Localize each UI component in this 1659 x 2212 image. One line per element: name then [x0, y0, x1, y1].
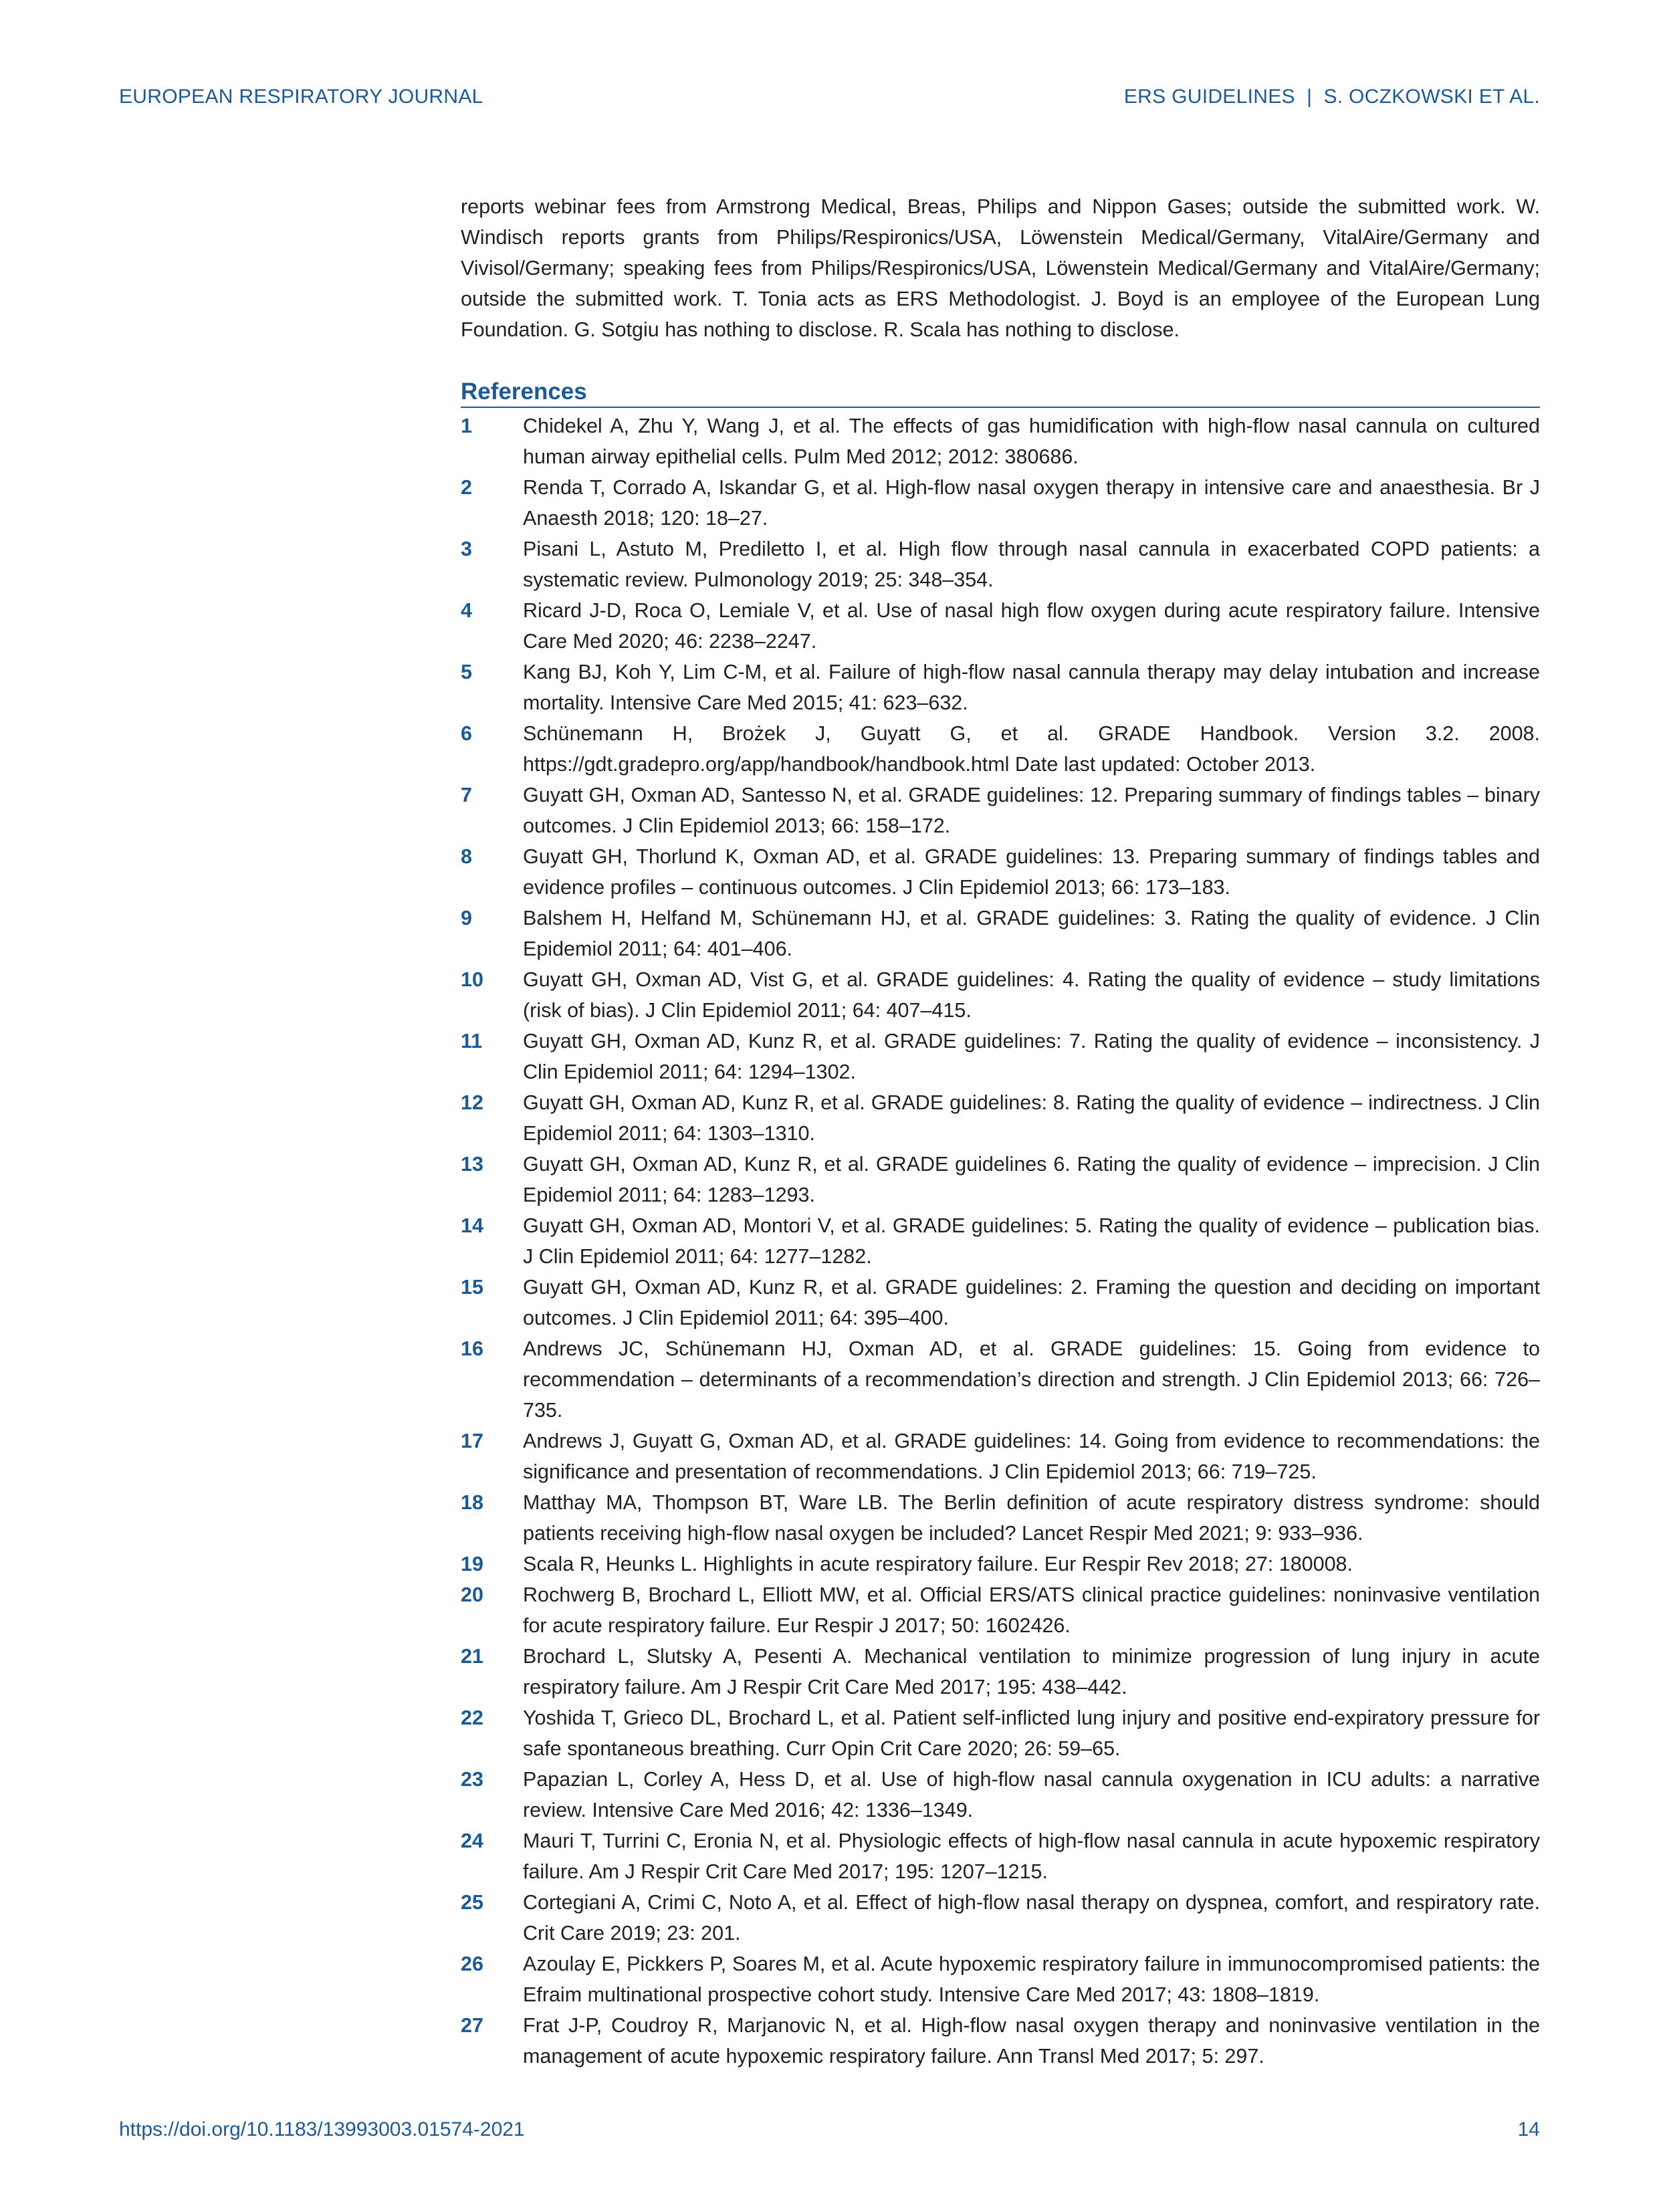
doi-link[interactable]: https://doi.org/10.1183/13993003.01574-2021 [119, 2118, 525, 2140]
reference-text: Guyatt GH, Oxman AD, Montori V, et al. GRADE guidelines: 5. Rating the quality of evidence – publication bias. J Clin Epidemiol 2011; 64: 1277–1282. [523, 1214, 1540, 1268]
reference-item [461, 1426, 1540, 1487]
reference-number: 9 [461, 907, 472, 929]
reference-item [461, 964, 1540, 1026]
reference-item [461, 841, 1540, 903]
reference-number: 14 [461, 1214, 483, 1237]
reference-number: 7 [461, 784, 472, 806]
reference-item [461, 1641, 1540, 1702]
journal-name: EUROPEAN RESPIRATORY JOURNAL [119, 86, 483, 108]
reference-text: Cortegiani A, Crimi C, Noto A, et al. Effect of high-flow nasal therapy on dyspnea, comfort, and respiratory rate. Crit Care 2019; 23: 201. [523, 1891, 1540, 1945]
reference-item [461, 1087, 1540, 1149]
reference-text: Guyatt GH, Oxman AD, Kunz R, et al. GRADE guidelines 6. Rating the quality of evidence – imprecision. J Clin Epidemiol 2011; 64: 1283–1293. [523, 1153, 1540, 1206]
reference-text: Guyatt GH, Thorlund K, Oxman AD, et al. GRADE guidelines: 13. Preparing summary of findings tables and evidence profiles – continuous outcomes. J Clin Epidemiol 2013; 66: 173–183. [523, 845, 1540, 899]
reference-text: Frat J-P, Coudroy R, Marjanovic N, et al. High-flow nasal oxygen therapy and noninvasive ventilation in the management of acute hypoxemic respiratory failure. Ann Transl Med 2017; 5: 297. [523, 2014, 1540, 2068]
reference-item [461, 1949, 1540, 2010]
reference-item [461, 1333, 1540, 1426]
reference-text: Schünemann H, Brożek J, Guyatt G, et al. GRADE Handbook. Version 3.2. 2008. https://gdt.gradepro.org/app/handbook/handbook.html Date last updated: October 2013. [523, 722, 1540, 776]
reference-number: 2 [461, 476, 472, 499]
references-heading: References [461, 378, 1540, 408]
reference-text: Andrews J, Guyatt G, Oxman AD, et al. GRADE guidelines: 14. Going from evidence to recommendations: the significance and presentation of recommendations. J Clin Epidemiol 2013; 66: 719–725. [523, 1430, 1540, 1483]
reference-item [461, 657, 1540, 718]
reference-text: Guyatt GH, Oxman AD, Kunz R, et al. GRADE guidelines: 8. Rating the quality of evidence – indirectness. J Clin Epidemiol 2011; 64: 1303–1310. [523, 1091, 1540, 1145]
reference-number: 22 [461, 1706, 483, 1729]
reference-number: 20 [461, 1583, 483, 1606]
reference-number: 11 [461, 1030, 483, 1053]
reference-item [461, 1579, 1540, 1641]
reference-text: Guyatt GH, Oxman AD, Kunz R, et al. GRADE guidelines: 7. Rating the quality of evidence – inconsistency. J Clin Epidemiol 2011; 64: 1294–1302. [523, 1030, 1540, 1083]
reference-number: 15 [461, 1276, 483, 1299]
reference-item [461, 2010, 1540, 2072]
reference-text: Renda T, Corrado A, Iskandar G, et al. High-flow nasal oxygen therapy in intensive care and anaesthesia. Br J Anaesth 2018; 120: 18–27. [523, 476, 1540, 530]
reference-text: Chidekel A, Zhu Y, Wang J, et al. The effects of gas humidification with high-flow nasal cannula on cultured human airway epithelial cells. Pulm Med 2012; 2012: 380686. [523, 415, 1540, 468]
reference-number: 26 [461, 1953, 483, 1975]
reference-number: 18 [461, 1491, 483, 1514]
reference-text: Pisani L, Astuto M, Prediletto I, et al. High flow through nasal cannula in exacerbated COPD patients: a systematic review. Pulmonology 2019; 25: 348–354. [523, 538, 1540, 591]
reference-number: 4 [461, 599, 472, 622]
reference-item [461, 1764, 1540, 1826]
reference-number: 23 [461, 1768, 483, 1791]
reference-number: 10 [461, 968, 483, 991]
reference-item [461, 595, 1540, 657]
reference-item [461, 1826, 1540, 1887]
reference-number: 5 [461, 661, 472, 683]
reference-number: 16 [461, 1337, 483, 1360]
reference-text: Kang BJ, Koh Y, Lim C-M, et al. Failure of high-flow nasal cannula therapy may delay intubation and increase mortality. Intensive Care Med 2015; 41: 623–632. [523, 661, 1540, 714]
reference-text: Mauri T, Turrini C, Eronia N, et al. Physiologic effects of high-flow nasal cannula in acute hypoxemic respiratory failure. Am J Respir Crit Care Med 2017; 195: 1207–1215. [523, 1830, 1540, 1883]
reference-text: Azoulay E, Pickkers P, Soares M, et al. Acute hypoxemic respiratory failure in immunocompromised patients: the Efraim multinational prospective cohort study. Intensive Care Med 2017; 43: 1808–1819. [523, 1953, 1540, 2006]
reference-item [461, 780, 1540, 841]
reference-text: Papazian L, Corley A, Hess D, et al. Use of high-flow nasal cannula oxygenation in ICU adults: a narrative review. Intensive Care Med 2016; 42: 1336–1349. [523, 1768, 1540, 1821]
reference-text: Andrews JC, Schünemann HJ, Oxman AD, et al. GRADE guidelines: 15. Going from evidence to recommendation – determinants of a recommendation’s direction and strength. J Clin Epidemiol 2013; 66: 726–735. [523, 1337, 1540, 1422]
reference-text: Brochard L, Slutsky A, Pesenti A. Mechanical ventilation to minimize progression of lung injury in acute respiratory failure. Am J Respir Crit Care Med 2017; 195: 438–442. [523, 1645, 1540, 1698]
reference-number: 17 [461, 1430, 483, 1452]
reference-list [461, 411, 1540, 2072]
reference-number: 13 [461, 1153, 483, 1176]
reference-item [461, 1487, 1540, 1549]
reference-item [461, 1149, 1540, 1210]
reference-number: 3 [461, 538, 472, 560]
reference-item [461, 411, 1540, 472]
page-number: 14 [1517, 2118, 1540, 2140]
main-content [461, 191, 1540, 2072]
reference-number: 6 [461, 722, 472, 745]
reference-text: Rochwerg B, Brochard L, Elliott MW, et al. Official ERS/ATS clinical practice guidelines: noninvasive ventilation for acute respiratory failure. Eur Respir J 2017; 50: 1602426. [523, 1583, 1540, 1637]
reference-text: Ricard J-D, Roca O, Lemiale V, et al. Use of nasal high flow oxygen during acute respiratory failure. Intensive Care Med 2020; 46: 2238–2247. [523, 599, 1540, 653]
reference-item [461, 718, 1540, 780]
reference-item [461, 1549, 1540, 1579]
reference-number: 24 [461, 1830, 483, 1852]
reference-item [461, 1026, 1540, 1087]
reference-item [461, 1210, 1540, 1272]
reference-number: 1 [461, 415, 472, 437]
reference-item [461, 903, 1540, 964]
disclosure-paragraph: reports webinar fees from Armstrong Medical, Breas, Philips and Nippon Gases; outside the submitted work. W. Windisch reports grants from Philips/Respironics/USA, Löwenstein Medical/Germany, VitalAire/Germany and Vivisol/Germany; speaking fees from Philips/Respironics/USA, Löwenstein Medical/Germany and VitalAire/Germany; outside the submitted work. T. Tonia acts as ERS Methodologist. J. Boyd is an employee of the European Lung Foundation. G. Sotgiu has nothing to disclose. R. Scala has nothing to disclose. [461, 195, 1540, 341]
reference-number: 27 [461, 2014, 483, 2037]
reference-text: Yoshida T, Grieco DL, Brochard L, et al. Patient self-inflicted lung injury and positive end-expiratory pressure for safe spontaneous breathing. Curr Opin Crit Care 2020; 26: 59–65. [523, 1706, 1540, 1760]
reference-text: Guyatt GH, Oxman AD, Vist G, et al. GRADE guidelines: 4. Rating the quality of evidence – study limitations (risk of bias). J Clin Epidemiol 2011; 64: 407–415. [523, 968, 1540, 1022]
reference-number: 21 [461, 1645, 483, 1668]
reference-number: 25 [461, 1891, 483, 1914]
reference-text: Matthay MA, Thompson BT, Ware LB. The Berlin definition of acute respiratory distress syndrome: should patients receiving high-flow nasal oxygen be included? Lancet Respir Med 2021; 9: 933–936. [523, 1491, 1540, 1545]
reference-text: Scala R, Heunks L. Highlights in acute respiratory failure. Eur Respir Rev 2018; 27: 180008. [523, 1553, 1353, 1575]
reference-item [461, 1887, 1540, 1949]
running-head [0, 86, 1659, 112]
reference-text: Guyatt GH, Oxman AD, Santesso N, et al. GRADE guidelines: 12. Preparing summary of findings tables – binary outcomes. J Clin Epidemiol 2013; 66: 158–172. [523, 784, 1540, 837]
reference-item [461, 472, 1540, 534]
reference-text: Guyatt GH, Oxman AD, Kunz R, et al. GRADE guidelines: 2. Framing the question and deciding on important outcomes. J Clin Epidemiol 2011; 64: 395–400. [523, 1276, 1540, 1329]
reference-number: 12 [461, 1091, 483, 1114]
reference-item [461, 534, 1540, 595]
reference-text: Balshem H, Helfand M, Schünemann HJ, et al. GRADE guidelines: 3. Rating the quality of evidence. J Clin Epidemiol 2011; 64: 401–406. [523, 907, 1540, 960]
reference-item [461, 1272, 1540, 1333]
reference-number: 8 [461, 845, 472, 868]
page-footer [0, 2118, 1659, 2145]
reference-item [461, 1702, 1540, 1764]
reference-number: 19 [461, 1553, 483, 1575]
section-author-line: ERS GUIDELINES | S. OCZKOWSKI ET AL. [1123, 86, 1540, 108]
